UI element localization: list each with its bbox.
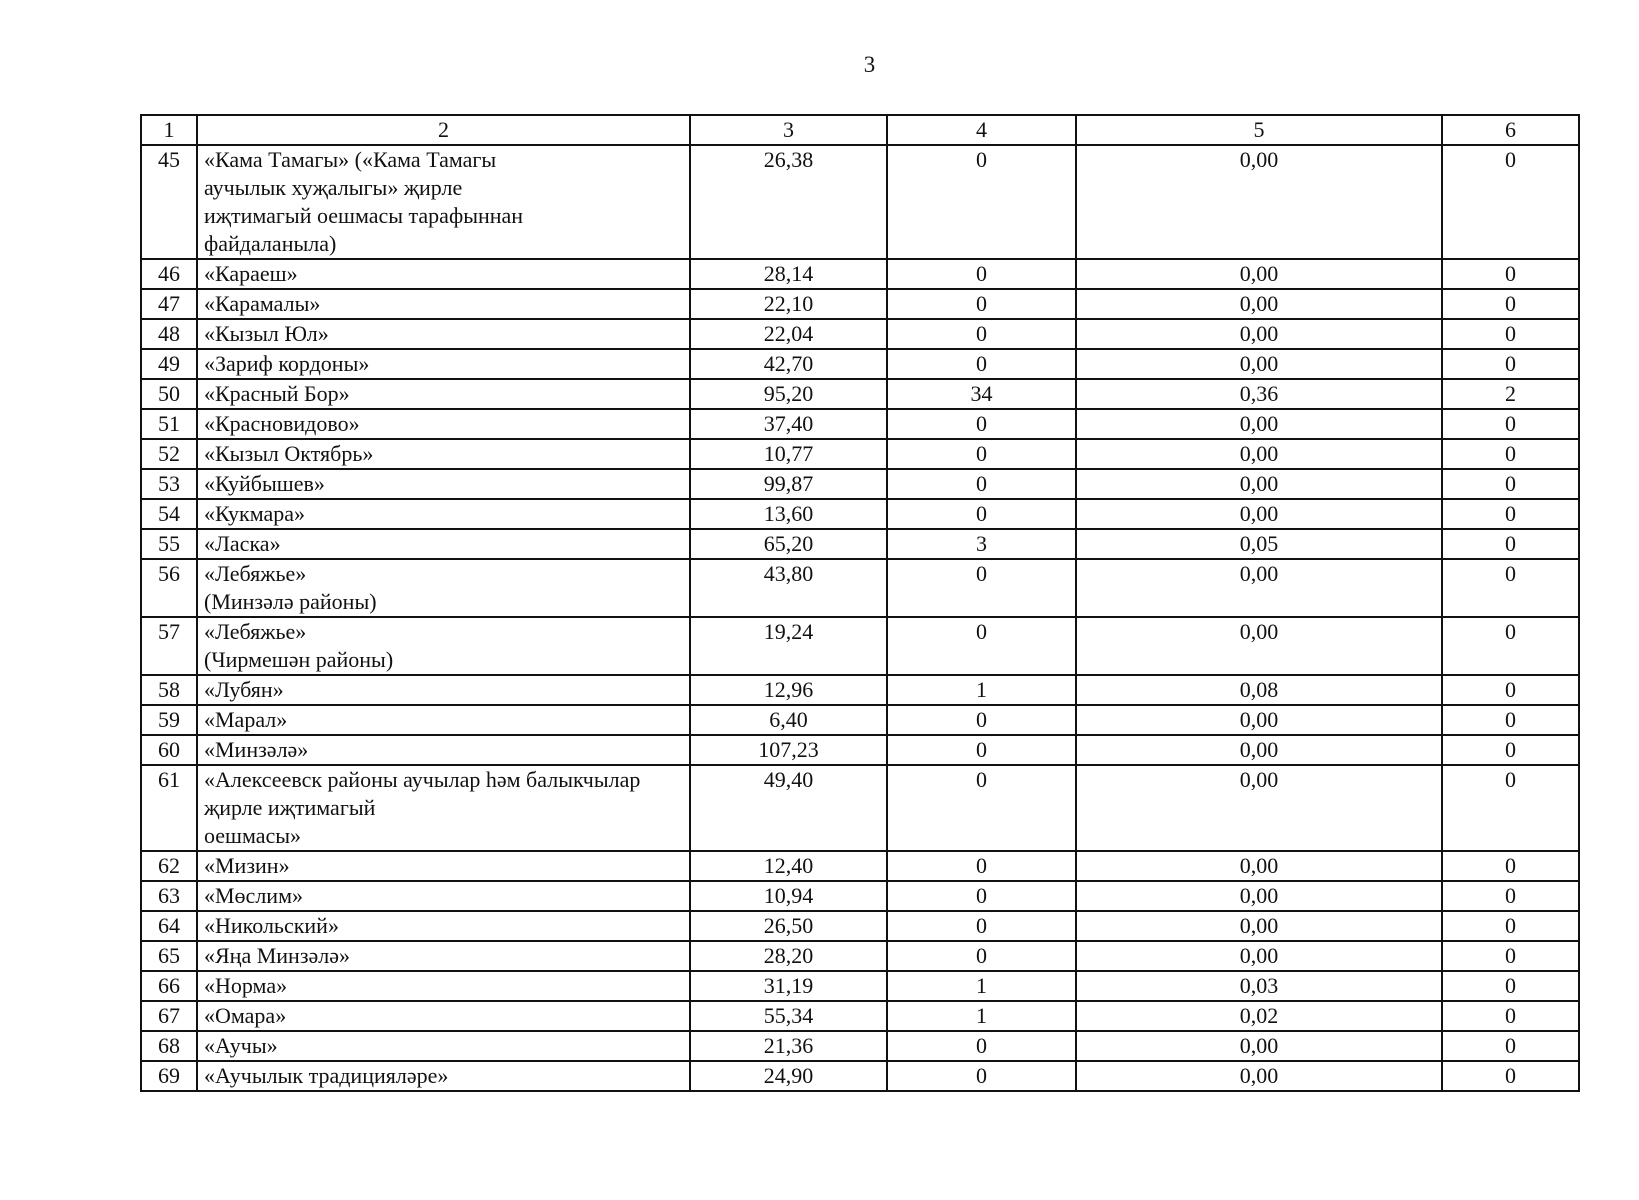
value-cell-col3: 26,50 bbox=[690, 911, 887, 941]
value-cell-col5: 0,00 bbox=[1076, 881, 1442, 911]
row-number-cell: 45 bbox=[141, 145, 197, 259]
column-header-4: 4 bbox=[887, 115, 1076, 145]
table-row bbox=[141, 349, 1579, 379]
value-cell-col3: 24,90 bbox=[690, 1061, 887, 1091]
value-cell-col5: 0,00 bbox=[1076, 617, 1442, 675]
value-cell-col4: 0 bbox=[887, 617, 1076, 675]
name-line: «Никольский» bbox=[204, 913, 339, 938]
value-cell-col5: 0,00 bbox=[1076, 705, 1442, 735]
name-line: «Красный Бор» bbox=[204, 381, 350, 406]
name-line: «Омара» bbox=[204, 1003, 287, 1028]
value-cell-col6: 0 bbox=[1442, 941, 1579, 971]
value-cell-col6: 0 bbox=[1442, 1031, 1579, 1061]
name-cell bbox=[197, 675, 690, 705]
value-cell-col4: 1 bbox=[887, 971, 1076, 1001]
row-number-cell: 67 bbox=[141, 1001, 197, 1031]
table-row bbox=[141, 145, 1579, 259]
value-cell-col4: 0 bbox=[887, 319, 1076, 349]
table-row bbox=[141, 941, 1579, 971]
value-cell-col6: 0 bbox=[1442, 617, 1579, 675]
value-cell-col4: 0 bbox=[887, 911, 1076, 941]
value-cell-col4: 34 bbox=[887, 379, 1076, 409]
value-cell-col5: 0,00 bbox=[1076, 439, 1442, 469]
table-row bbox=[141, 851, 1579, 881]
row-number-cell: 58 bbox=[141, 675, 197, 705]
value-cell-col5: 0,08 bbox=[1076, 675, 1442, 705]
name-line: «Куйбышев» bbox=[204, 471, 325, 496]
value-cell-col4: 0 bbox=[887, 145, 1076, 259]
name-cell bbox=[197, 851, 690, 881]
name-line: «Ласка» bbox=[204, 531, 281, 556]
name-line: «Минзәлә» bbox=[204, 737, 309, 762]
value-cell-col4: 1 bbox=[887, 1001, 1076, 1031]
value-cell-col5: 0,00 bbox=[1076, 735, 1442, 765]
value-cell-col5: 0,00 bbox=[1076, 349, 1442, 379]
value-cell-col5: 0,00 bbox=[1076, 911, 1442, 941]
value-cell-col6: 0 bbox=[1442, 705, 1579, 735]
name-line: «Яңа Минзәлә» bbox=[204, 943, 351, 968]
value-cell-col5: 0,00 bbox=[1076, 259, 1442, 289]
name-line: «Аучылык традицияләре» bbox=[204, 1063, 449, 1088]
name-cell bbox=[197, 529, 690, 559]
table-row bbox=[141, 617, 1579, 675]
name-line: «Караеш» bbox=[204, 261, 298, 286]
table-row bbox=[141, 675, 1579, 705]
value-cell-col3: 42,70 bbox=[690, 349, 887, 379]
table-row bbox=[141, 735, 1579, 765]
value-cell-col3: 55,34 bbox=[690, 1001, 887, 1031]
row-number-cell: 54 bbox=[141, 499, 197, 529]
value-cell-col3: 28,20 bbox=[690, 941, 887, 971]
column-header-6: 6 bbox=[1442, 115, 1579, 145]
table-row bbox=[141, 379, 1579, 409]
value-cell-col3: 31,19 bbox=[690, 971, 887, 1001]
value-cell-col6: 0 bbox=[1442, 145, 1579, 259]
value-cell-col5: 0,05 bbox=[1076, 529, 1442, 559]
table-row bbox=[141, 409, 1579, 439]
column-header-3: 3 bbox=[690, 115, 887, 145]
value-cell-col6: 0 bbox=[1442, 765, 1579, 851]
value-cell-col6: 0 bbox=[1442, 735, 1579, 765]
value-cell-col6: 0 bbox=[1442, 1001, 1579, 1031]
value-cell-col3: 6,40 bbox=[690, 705, 887, 735]
name-line: «Кукмара» bbox=[204, 501, 306, 526]
name-line: «Марал» bbox=[204, 707, 288, 732]
value-cell-col3: 12,96 bbox=[690, 675, 887, 705]
value-cell-col6: 0 bbox=[1442, 675, 1579, 705]
value-cell-col4: 0 bbox=[887, 439, 1076, 469]
table-row bbox=[141, 559, 1579, 617]
name-line: «Карамалы» bbox=[204, 291, 321, 316]
value-cell-col6: 0 bbox=[1442, 971, 1579, 1001]
name-cell bbox=[197, 439, 690, 469]
value-cell-col3: 26,38 bbox=[690, 145, 887, 259]
value-cell-col6: 0 bbox=[1442, 559, 1579, 617]
name-line: җирле иҗтимагый bbox=[204, 795, 376, 820]
value-cell-col4: 0 bbox=[887, 1031, 1076, 1061]
data-table-container bbox=[140, 114, 1578, 1092]
name-cell bbox=[197, 379, 690, 409]
value-cell-col6: 0 bbox=[1442, 409, 1579, 439]
row-number-cell: 64 bbox=[141, 911, 197, 941]
row-number-cell: 50 bbox=[141, 379, 197, 409]
table-row bbox=[141, 289, 1579, 319]
row-number-cell: 59 bbox=[141, 705, 197, 735]
name-line: «Лубян» bbox=[204, 677, 284, 702]
value-cell-col4: 0 bbox=[887, 469, 1076, 499]
value-cell-col4: 0 bbox=[887, 289, 1076, 319]
value-cell-col5: 0,00 bbox=[1076, 851, 1442, 881]
table-row bbox=[141, 1031, 1579, 1061]
value-cell-col4: 0 bbox=[887, 765, 1076, 851]
table-row bbox=[141, 1001, 1579, 1031]
row-number-cell: 53 bbox=[141, 469, 197, 499]
value-cell-col3: 10,77 bbox=[690, 439, 887, 469]
value-cell-col5: 0,00 bbox=[1076, 499, 1442, 529]
name-line: «Кызыл Октябрь» bbox=[204, 441, 374, 466]
table-row bbox=[141, 529, 1579, 559]
value-cell-col3: 43,80 bbox=[690, 559, 887, 617]
value-cell-col4: 3 bbox=[887, 529, 1076, 559]
name-cell bbox=[197, 319, 690, 349]
name-cell bbox=[197, 289, 690, 319]
value-cell-col4: 0 bbox=[887, 881, 1076, 911]
name-cell bbox=[197, 409, 690, 439]
value-cell-col5: 0,00 bbox=[1076, 289, 1442, 319]
value-cell-col6: 0 bbox=[1442, 911, 1579, 941]
row-number-cell: 56 bbox=[141, 559, 197, 617]
name-cell bbox=[197, 971, 690, 1001]
name-line: (Чирмешән районы) bbox=[204, 647, 394, 672]
name-line: «Кама Тамагы» («Кама Тамагы bbox=[204, 147, 497, 172]
value-cell-col3: 22,04 bbox=[690, 319, 887, 349]
value-cell-col3: 13,60 bbox=[690, 499, 887, 529]
value-cell-col4: 0 bbox=[887, 1061, 1076, 1091]
value-cell-col4: 0 bbox=[887, 851, 1076, 881]
value-cell-col6: 0 bbox=[1442, 259, 1579, 289]
value-cell-col4: 0 bbox=[887, 941, 1076, 971]
value-cell-col5: 0,00 bbox=[1076, 1061, 1442, 1091]
value-cell-col5: 0,02 bbox=[1076, 1001, 1442, 1031]
name-line: «Мизин» bbox=[204, 853, 290, 878]
value-cell-col4: 0 bbox=[887, 705, 1076, 735]
name-cell bbox=[197, 469, 690, 499]
value-cell-col5: 0,03 bbox=[1076, 971, 1442, 1001]
name-line: файдаланыла) bbox=[204, 231, 337, 256]
value-cell-col4: 0 bbox=[887, 735, 1076, 765]
name-line: «Аучы» bbox=[204, 1033, 278, 1058]
name-line: «Норма» bbox=[204, 973, 288, 998]
name-line: иҗтимагый оешмасы тарафыннан bbox=[204, 203, 524, 228]
name-line: оешмасы» bbox=[204, 823, 302, 848]
name-cell bbox=[197, 911, 690, 941]
value-cell-col6: 0 bbox=[1442, 851, 1579, 881]
name-line: «Зариф кордоны» bbox=[204, 351, 370, 376]
table-row bbox=[141, 765, 1579, 851]
name-cell bbox=[197, 1031, 690, 1061]
table-header-row bbox=[141, 115, 1579, 145]
value-cell-col4: 0 bbox=[887, 409, 1076, 439]
table-row bbox=[141, 439, 1579, 469]
name-line: «Мөслим» bbox=[204, 883, 303, 908]
column-header-1: 1 bbox=[141, 115, 197, 145]
name-cell bbox=[197, 735, 690, 765]
value-cell-col3: 95,20 bbox=[690, 379, 887, 409]
name-cell bbox=[197, 259, 690, 289]
value-cell-col6: 0 bbox=[1442, 319, 1579, 349]
value-cell-col3: 37,40 bbox=[690, 409, 887, 439]
page-number: 3 bbox=[863, 52, 876, 77]
name-cell bbox=[197, 559, 690, 617]
value-cell-col3: 28,14 bbox=[690, 259, 887, 289]
value-cell-col6: 0 bbox=[1442, 439, 1579, 469]
value-cell-col3: 65,20 bbox=[690, 529, 887, 559]
name-cell bbox=[197, 881, 690, 911]
value-cell-col5: 0,36 bbox=[1076, 379, 1442, 409]
value-cell-col3: 99,87 bbox=[690, 469, 887, 499]
name-line: «Алексеевск районы аучылар һәм балыкчылар bbox=[204, 767, 641, 792]
value-cell-col6: 0 bbox=[1442, 1061, 1579, 1091]
row-number-cell: 68 bbox=[141, 1031, 197, 1061]
name-cell bbox=[197, 1001, 690, 1031]
value-cell-col3: 107,23 bbox=[690, 735, 887, 765]
value-cell-col5: 0,00 bbox=[1076, 941, 1442, 971]
table-row bbox=[141, 1061, 1579, 1091]
value-cell-col3: 22,10 bbox=[690, 289, 887, 319]
name-line: аучылык хуҗалыгы» җирле bbox=[204, 175, 463, 200]
value-cell-col3: 49,40 bbox=[690, 765, 887, 851]
value-cell-col6: 0 bbox=[1442, 529, 1579, 559]
value-cell-col6: 0 bbox=[1442, 469, 1579, 499]
row-number-cell: 66 bbox=[141, 971, 197, 1001]
hunting-grounds-table bbox=[140, 114, 1580, 1092]
name-cell bbox=[197, 349, 690, 379]
value-cell-col5: 0,00 bbox=[1076, 319, 1442, 349]
name-line: «Кызыл Юл» bbox=[204, 321, 329, 346]
row-number-cell: 48 bbox=[141, 319, 197, 349]
value-cell-col5: 0,00 bbox=[1076, 559, 1442, 617]
row-number-cell: 57 bbox=[141, 617, 197, 675]
name-cell bbox=[197, 145, 690, 259]
value-cell-col4: 0 bbox=[887, 349, 1076, 379]
column-header-5: 5 bbox=[1076, 115, 1442, 145]
row-number-cell: 47 bbox=[141, 289, 197, 319]
row-number-cell: 52 bbox=[141, 439, 197, 469]
name-line: (Минзәлә районы) bbox=[204, 589, 377, 614]
value-cell-col4: 0 bbox=[887, 559, 1076, 617]
value-cell-col3: 10,94 bbox=[690, 881, 887, 911]
name-cell bbox=[197, 617, 690, 675]
value-cell-col6: 0 bbox=[1442, 349, 1579, 379]
row-number-cell: 46 bbox=[141, 259, 197, 289]
value-cell-col6: 0 bbox=[1442, 499, 1579, 529]
name-cell bbox=[197, 705, 690, 735]
row-number-cell: 51 bbox=[141, 409, 197, 439]
table-row bbox=[141, 319, 1579, 349]
row-number-cell: 49 bbox=[141, 349, 197, 379]
row-number-cell: 69 bbox=[141, 1061, 197, 1091]
value-cell-col5: 0,00 bbox=[1076, 1031, 1442, 1061]
value-cell-col4: 0 bbox=[887, 259, 1076, 289]
table-row bbox=[141, 881, 1579, 911]
value-cell-col3: 19,24 bbox=[690, 617, 887, 675]
name-line: «Лебяжье» bbox=[204, 561, 307, 586]
value-cell-col5: 0,00 bbox=[1076, 145, 1442, 259]
value-cell-col3: 12,40 bbox=[690, 851, 887, 881]
table-row bbox=[141, 259, 1579, 289]
table-row bbox=[141, 911, 1579, 941]
name-cell bbox=[197, 765, 690, 851]
value-cell-col5: 0,00 bbox=[1076, 765, 1442, 851]
table-row bbox=[141, 469, 1579, 499]
value-cell-col6: 0 bbox=[1442, 881, 1579, 911]
name-line: «Красновидово» bbox=[204, 411, 360, 436]
name-cell bbox=[197, 1061, 690, 1091]
value-cell-col6: 0 bbox=[1442, 289, 1579, 319]
table-row bbox=[141, 499, 1579, 529]
row-number-cell: 62 bbox=[141, 851, 197, 881]
table-row bbox=[141, 971, 1579, 1001]
row-number-cell: 61 bbox=[141, 765, 197, 851]
row-number-cell: 65 bbox=[141, 941, 197, 971]
row-number-cell: 63 bbox=[141, 881, 197, 911]
value-cell-col4: 1 bbox=[887, 675, 1076, 705]
name-cell bbox=[197, 941, 690, 971]
value-cell-col5: 0,00 bbox=[1076, 409, 1442, 439]
row-number-cell: 55 bbox=[141, 529, 197, 559]
table-row bbox=[141, 705, 1579, 735]
value-cell-col6: 2 bbox=[1442, 379, 1579, 409]
row-number-cell: 60 bbox=[141, 735, 197, 765]
table-body bbox=[141, 145, 1579, 1091]
name-cell bbox=[197, 499, 690, 529]
value-cell-col4: 0 bbox=[887, 499, 1076, 529]
value-cell-col3: 21,36 bbox=[690, 1031, 887, 1061]
column-header-2: 2 bbox=[197, 115, 690, 145]
name-line: «Лебяжье» bbox=[204, 619, 307, 644]
value-cell-col5: 0,00 bbox=[1076, 469, 1442, 499]
